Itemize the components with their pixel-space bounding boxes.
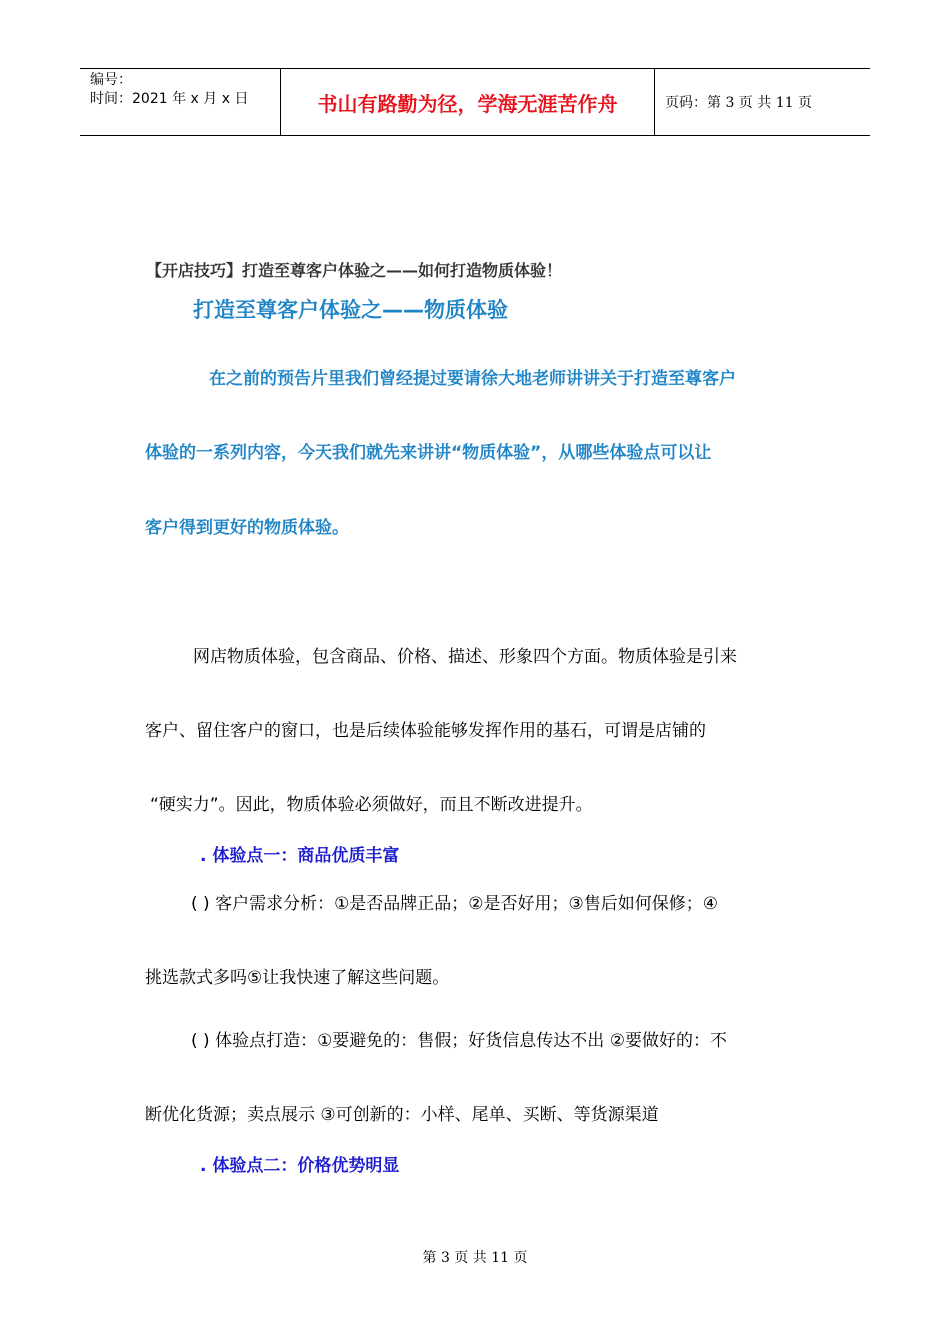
point1-a-line-2: 挑选款式多吗⑤让我快速了解这些问题。 — [145, 968, 450, 988]
intro-line-1: 在之前的预告片里我们曾经提过要请徐大地老师讲讲关于打造至尊客户 — [209, 369, 736, 389]
body1-line-2: 客户、留住客户的窗口，也是后续体验能够发挥作用的基石，可谓是店铺的 — [145, 721, 706, 741]
page-header — [80, 68, 870, 136]
body1-line-1: 网店物质体验，包含商品、价格、描述、形象四个方面。物质体验是引来 — [193, 647, 737, 667]
point1-heading: . 体验点一：商品优质丰富 — [200, 846, 400, 866]
intro-line-3: 客户得到更好的物质体验。 — [145, 518, 349, 538]
article-title-small: 【开店技巧】打造至尊客户体验之——如何打造物质体验！ — [146, 261, 563, 280]
motto: 书山有路勤为径，学海无涯苦作舟 — [317, 91, 618, 116]
article-title-big: 打造至尊客户体验之——物质体验 — [193, 298, 508, 322]
point1-a-line-1: ( ) 客户需求分析：①是否品牌正品；②是否好用；③售后如何保修；④ — [191, 894, 719, 914]
time-label: 时间：2021 年 x 月 x 日 — [90, 91, 249, 107]
point2-heading: . 体验点二：价格优势明显 — [200, 1156, 400, 1176]
point1-b-line-1: ( ) 体验点打造：①要避免的：售假；好货信息传达不出 ②要做好的：不 — [191, 1031, 727, 1051]
body1-line-3: “硬实力”。因此，物质体验必须做好，而且不断改进提升。 — [150, 795, 593, 815]
intro-line-2: 体验的一系列内容，今天我们就先来讲讲“物质体验”，从哪些体验点可以让 — [145, 443, 712, 463]
number-label: 编号： — [90, 72, 132, 88]
header-meta — [80, 69, 281, 135]
header-page-info: 页码：第 3 页 共 11 页 — [665, 95, 812, 111]
point1-b-line-2: 断优化货源；卖点展示 ③可创新的：小样、尾单、买断、等货源渠道 — [145, 1105, 659, 1125]
header-motto-cell — [281, 69, 655, 135]
page-footer: 第 3 页 共 11 页 — [422, 1250, 528, 1266]
